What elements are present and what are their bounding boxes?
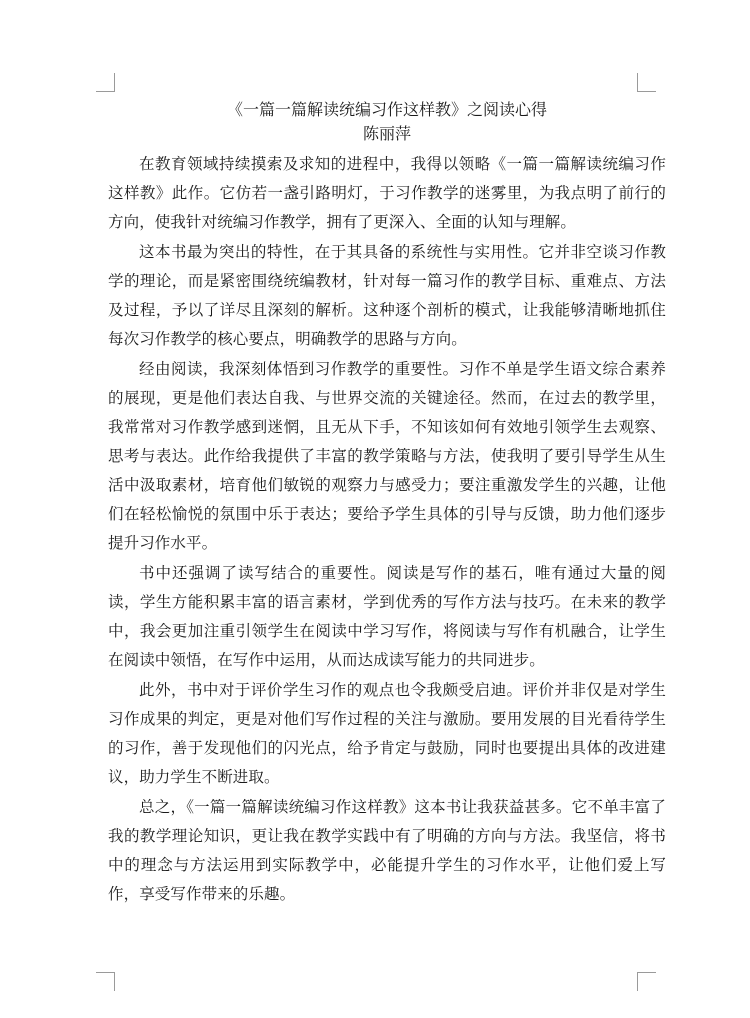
paragraph-3: 经由阅读，我深刻体悟到习作教学的重要性。习作不单是学生语文综合素养的展现，更是他们表达自我、与世界交流的关键途径。然而，在过去的教学里，我常常对习作教学感到迷惘，且无从下手，不知该如何有效地引领学生去观察、思考与表达。此作给我提供了丰富的教学策略与方法，使我明了要引导学生从生活中汲取素材，培育他们敏锐的观察力与感受力；要注重激发学生的兴趣，让他们在轻松愉悦的氛围中乐于表达；要给予学生具体的引导与反馈，助力他们逐步提升习作水平。 — [108, 360, 666, 552]
paragraph-4: 书中还强调了读写结合的重要性。阅读是写作的基石，唯有通过大量的阅读，学生方能积累丰富的语言素材，学到优秀的写作方法与技巧。在未来的教学中，我会更加注重引领学生在阅读中学习写作，将阅读与写作有机融合，让学生在阅读中领悟，在写作中运用，从而达成读写能力的共同进步。 — [108, 564, 666, 669]
crop-mark-top-left — [96, 73, 115, 92]
document-title: 《一篇一篇解读统编习作这样教》之阅读心得 — [226, 100, 547, 119]
crop-mark-top-right — [637, 73, 656, 92]
paragraph-6: 总之，《一篇一篇解读统编习作这样教》这本书让我获益甚多。它不单丰富了我的教学理论知识，更让我在教学实践中有了明确的方向与方法。我坚信，将书中的理念与方法运用到实际教学中，必能提升学生的习作水平，让他们爱上写作，享受写作带来的乐趣。 — [108, 798, 666, 903]
crop-mark-bottom-left — [96, 972, 115, 991]
paragraph-2: 这本书最为突出的特性，在于其具备的系统性与实用性。它并非空谈习作教学的理论，而是紧密围绕统编教材，针对每一篇习作的教学目标、重难点、方法及过程，予以了详尽且深刻的解析。这种逐个剖析的模式，让我能够清晰地抓住每次习作教学的核心要点，明确教学的思路与方向。 — [108, 243, 666, 348]
paragraph-1: 在教育领域持续摸索及求知的进程中，我得以领略《一篇一篇解读统编习作这样教》此作。它仿若一盏引路明灯，于习作教学的迷雾里，为我点明了前行的方向，使我针对统编习作教学，拥有了更深入、全面的认知与理解。 — [108, 155, 666, 231]
document-author: 陈丽萍 — [362, 124, 411, 143]
document-body — [108, 98, 666, 910]
paragraph-5: 此外，书中对于评价学生习作的观点也令我颇受启迪。评价并非仅是对学生习作成果的判定，更是对他们写作过程的关注与激励。要用发展的目光看待学生的习作，善于发现他们的闪光点，给予肯定与鼓励，同时也要提出具体的改进建议，助力学生不断进取。 — [108, 681, 666, 786]
crop-mark-bottom-right — [637, 972, 656, 991]
